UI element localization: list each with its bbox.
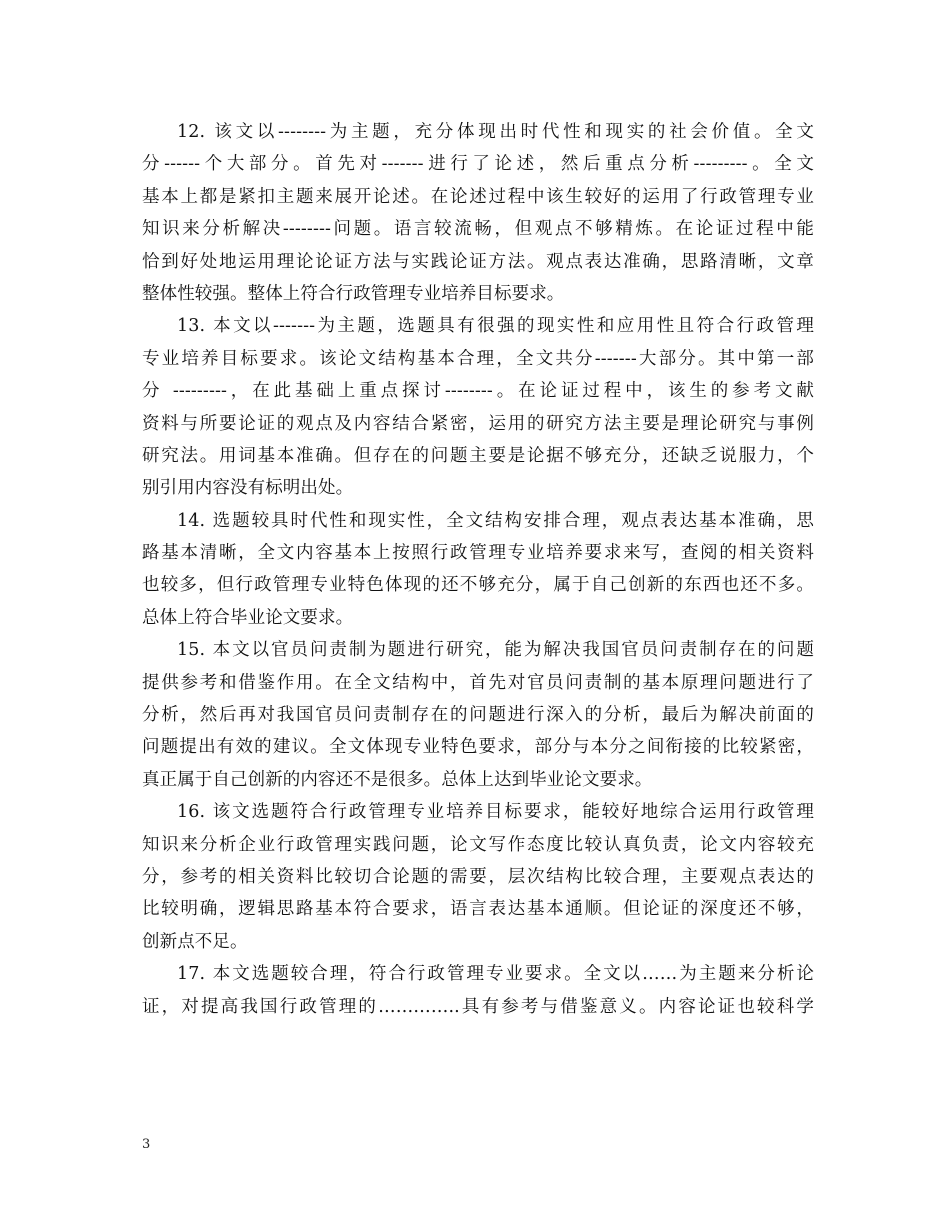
text-line: 17. 本文选题较合理，符合行政管理专业要求。全文以……为主题来分析论: [177, 964, 814, 985]
text-line: 分析，然后再对我国官员问责制存在的问题进行深入的分析，最后为解决前面的: [142, 705, 814, 726]
text-line: 13. 本文以-------为主题，选题具有很强的现实性和应用性且符合行政管理: [177, 316, 814, 337]
text-line: 路基本清晰，全文内容基本上按照行政管理专业培养要求来写，查阅的相关资料: [142, 543, 814, 564]
text-line: 资料与所要论证的观点及内容结合紧密，运用的研究方法主要是理论研究与事例: [142, 413, 814, 434]
text-line: 真正属于自己创新的内容还不是很多。总体上达到毕业论文要求。: [142, 769, 653, 790]
text-line: 分 ---------，在此基础上重点探讨--------。在论证过程中，该生的参考文献: [142, 381, 814, 402]
text-line: 12. 该文以--------为主题，充分体现出时代性和现实的社会价值。全文: [177, 122, 814, 142]
text-line: 问题提出有效的建议。全文体现专业特色要求，部分与本分之间衔接的比较紧密，: [142, 737, 814, 758]
text-line: 基本上都是紧扣主题来展开论述。在论述过程中该生较好的运用了行政管理专业: [142, 186, 814, 207]
text-line: 专业培养目标要求。该论文结构基本合理，全文共分-------大部分。其中第一部: [142, 348, 814, 369]
text-line: 研究法。用词基本准确。但存在的问题主要是论据不够充分，还缺乏说服力，个: [142, 445, 814, 466]
text-line: 分------个大部分。首先对-------进行了论述，然后重点分析---------。全文: [142, 154, 814, 175]
text-line: 证，对提高我国行政管理的…………..具有参考与借鉴意义。内容论证也较科学: [142, 996, 814, 1017]
text-line: 别引用内容没有标明出处。: [142, 478, 354, 499]
page-number: 3: [142, 1137, 151, 1152]
text-line: 分，参考的相关资料比较切合论题的需要，层次结构比较合理，主要观点表达的: [142, 866, 814, 887]
text-line: 创新点不足。: [142, 931, 248, 952]
text-line: 也较多，但行政管理专业特色体现的还不够充分，属于自己创新的东西也还不多。: [142, 575, 814, 596]
text-line: 知识来分析解决--------问题。语言较流畅，但观点不够精炼。在论证过程中能: [142, 219, 814, 240]
document-body: [142, 116, 814, 1023]
text-line: 14. 选题较具时代性和现实性，全文结构安排合理，观点表达基本准确，思: [177, 510, 814, 531]
text-line: 整体性较强。整体上符合行政管理专业培养目标要求。: [142, 283, 565, 304]
text-line: 16. 该文选题符合行政管理专业培养目标要求，能较好地综合运用行政管理: [177, 802, 814, 823]
text-line: 恰到好处地运用理论论证方法与实践论证方法。观点表达准确，思路清晰，文章: [142, 251, 814, 272]
text-line: 总体上符合毕业论文要求。: [142, 607, 354, 628]
text-line: 知识来分析企业行政管理实践问题，论文写作态度比较认真负责，论文内容较充: [142, 834, 814, 855]
text-line: 提供参考和借鉴作用。在全文结构中，首先对官员问责制的基本原理问题进行了: [142, 672, 814, 693]
text-line: 比较明确，逻辑思路基本符合要求，语言表达基本通顺。但论证的深度还不够，: [142, 899, 814, 920]
text-line: 15. 本文以官员问责制为题进行研究，能为解决我国官员问责制存在的问题: [177, 640, 814, 661]
